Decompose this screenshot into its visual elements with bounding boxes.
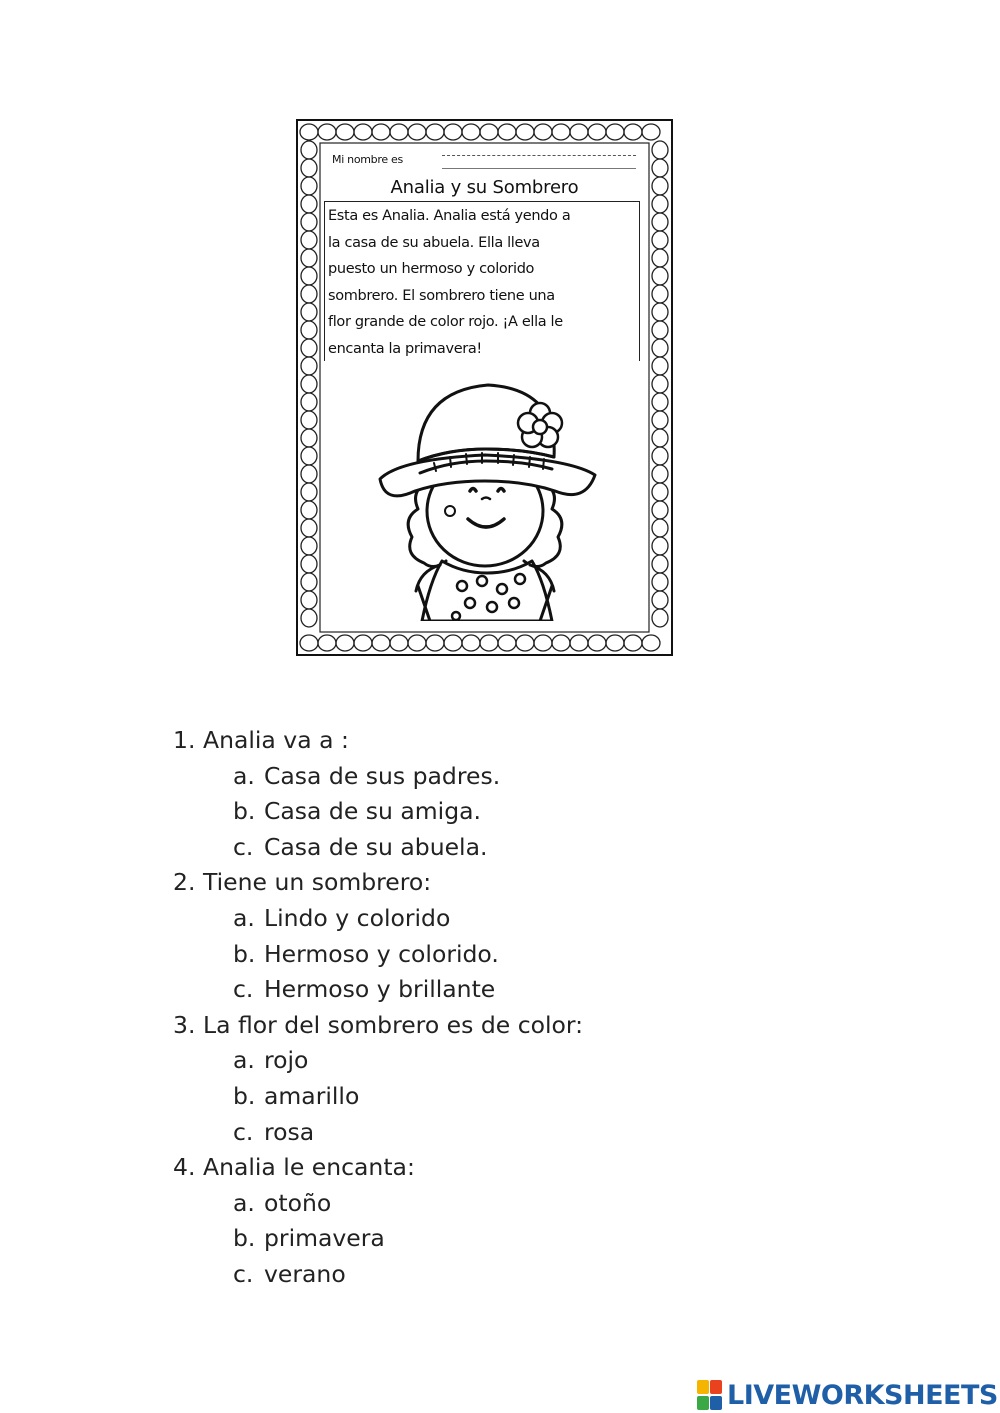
border-scallop — [534, 635, 552, 651]
border-scallop — [354, 124, 372, 140]
border-scallop — [480, 635, 498, 651]
border-scallop — [642, 635, 660, 651]
option-4c[interactable] — [173, 1257, 583, 1293]
border-scallop — [652, 519, 668, 537]
border-scallop — [301, 609, 317, 627]
border-scallop — [301, 465, 317, 483]
border-scallop — [588, 124, 606, 140]
option-text: Hermoso y colorido. — [264, 939, 499, 968]
logo-block — [710, 1396, 722, 1410]
questions-list — [173, 723, 583, 1293]
border-scallop — [301, 321, 317, 339]
border-scallop — [552, 635, 570, 651]
question-3 — [173, 1008, 583, 1044]
border-scallop — [301, 141, 317, 159]
option-text: Lindo y colorido — [264, 903, 451, 932]
border-scallop — [588, 635, 606, 651]
border-scallop — [301, 339, 317, 357]
border-scallop — [516, 124, 534, 140]
border-scallop — [426, 124, 444, 140]
option-text: amarillo — [264, 1081, 360, 1110]
option-text: otoño — [264, 1188, 332, 1217]
border-scallop — [652, 573, 668, 591]
border-scallop — [301, 357, 317, 375]
border-scallop — [652, 213, 668, 231]
border-scallop — [301, 501, 317, 519]
border-scallop — [606, 124, 624, 140]
border-scallop — [652, 339, 668, 357]
option-letter: a. — [233, 903, 255, 932]
option-letter: c. — [233, 975, 254, 1004]
border-scallop — [652, 429, 668, 447]
option-letter: c. — [233, 1117, 254, 1146]
border-scallop — [444, 635, 462, 651]
name-write-line[interactable] — [442, 155, 636, 169]
option-2c[interactable] — [173, 972, 583, 1008]
border-scallop — [652, 285, 668, 303]
option-1c[interactable] — [173, 830, 583, 866]
option-text: verano — [264, 1259, 346, 1288]
border-scallop — [301, 267, 317, 285]
border-scallop — [652, 447, 668, 465]
border-scallop — [408, 124, 426, 140]
question-number: 4. — [173, 1153, 196, 1182]
option-letter: b. — [233, 939, 256, 968]
option-1b[interactable] — [173, 794, 583, 830]
border-scallop — [652, 249, 668, 267]
border-scallop — [570, 635, 588, 651]
question-number: 1. — [173, 726, 196, 754]
border-scallop — [390, 124, 408, 140]
border-scallop — [301, 591, 317, 609]
question-text: Analia va a : — [203, 726, 349, 754]
border-scallop — [624, 124, 642, 140]
option-4b[interactable] — [173, 1221, 583, 1257]
border-scallop — [652, 501, 668, 519]
story-line: Esta es Analia. Analia está yendo a — [328, 208, 571, 224]
border-scallop — [408, 635, 426, 651]
border-scallop — [318, 635, 336, 651]
border-scallop — [652, 141, 668, 159]
border-scallop — [301, 537, 317, 555]
border-scallop — [301, 447, 317, 465]
question-text: Tiene un sombrero: — [203, 868, 432, 897]
border-scallop — [652, 609, 668, 627]
border-scallop — [652, 393, 668, 411]
liveworksheets-logo-icon — [697, 1380, 723, 1410]
story-line: sombrero. El sombrero tiene una — [328, 287, 555, 304]
border-scallop — [301, 573, 317, 591]
question-number: 3. — [173, 1010, 196, 1039]
border-scallop — [652, 411, 668, 429]
border-scallop — [652, 303, 668, 321]
border-scallop — [480, 124, 498, 140]
story-line: la casa de su abuela. Ella lleva — [328, 234, 540, 251]
option-text: Casa de su abuela. — [264, 832, 488, 861]
logo-block — [697, 1380, 709, 1394]
story-text — [328, 203, 640, 362]
girl-with-hat-illustration — [370, 371, 610, 621]
watermark-text: LIVEWORKSHEETS — [727, 1379, 998, 1411]
option-letter: c. — [233, 1259, 254, 1288]
border-scallop — [301, 519, 317, 537]
border-scallop — [498, 635, 516, 651]
border-scallop — [426, 635, 444, 651]
border-scallop — [652, 357, 668, 375]
logo-block — [710, 1380, 722, 1394]
option-3c[interactable] — [173, 1115, 583, 1151]
border-scallop — [301, 303, 317, 321]
border-scallop — [301, 555, 317, 573]
border-scallop — [301, 411, 317, 429]
border-scallop — [336, 635, 354, 651]
border-scallop — [462, 124, 480, 140]
border-scallop — [652, 483, 668, 501]
border-scallop — [301, 231, 317, 249]
border-scallop — [301, 249, 317, 267]
option-letter: b. — [233, 1224, 256, 1253]
border-scallop — [301, 429, 317, 447]
option-2b[interactable] — [173, 937, 583, 973]
option-letter: c. — [233, 832, 254, 861]
border-scallop — [652, 555, 668, 573]
story-line: puesto un hermoso y colorido — [328, 261, 535, 277]
option-text: Casa de su amiga. — [264, 797, 481, 826]
option-4a[interactable] — [173, 1186, 583, 1222]
border-scallop — [462, 635, 480, 651]
border-scallop — [534, 124, 552, 140]
option-letter: a. — [233, 1188, 255, 1217]
option-1a[interactable] — [173, 759, 583, 795]
name-label: Mi nombre es — [332, 153, 403, 166]
border-scallop — [318, 124, 336, 140]
border-scallop — [390, 635, 408, 651]
border-scallop — [444, 124, 462, 140]
question-number: 2. — [173, 868, 196, 897]
border-scallop — [652, 465, 668, 483]
question-1 — [173, 723, 583, 759]
border-scallop — [652, 375, 668, 393]
border-scallop — [516, 635, 534, 651]
story-line: encanta la primavera! — [328, 340, 482, 357]
question-2 — [173, 865, 583, 901]
border-scallop — [606, 635, 624, 651]
border-scallop — [652, 591, 668, 609]
border-scallop — [652, 231, 668, 249]
border-scallop — [301, 483, 317, 501]
border-scallop — [498, 124, 516, 140]
option-text: rojo — [264, 1046, 309, 1075]
border-scallop — [570, 124, 588, 140]
border-scallop — [652, 267, 668, 285]
liveworksheets-watermark — [697, 1378, 998, 1412]
border-scallop — [642, 124, 660, 140]
question-text: La flor del sombrero es de color: — [203, 1010, 584, 1039]
option-3a[interactable] — [173, 1043, 583, 1079]
option-3b[interactable] — [173, 1079, 583, 1115]
border-scallop — [552, 124, 570, 140]
border-scallop — [652, 537, 668, 555]
border-scallop — [354, 635, 372, 651]
border-scallop — [372, 124, 390, 140]
border-scallop — [300, 635, 318, 651]
border-scallop — [301, 375, 317, 393]
story-title: Analia y su Sombrero — [390, 177, 579, 198]
option-text: Hermoso y brillante — [264, 975, 496, 1004]
question-text: Analia le encanta: — [203, 1153, 415, 1182]
border-scallop — [301, 285, 317, 303]
story-line: flor grande de color rojo. ¡A ella le — [328, 314, 563, 330]
option-text: primavera — [264, 1224, 385, 1253]
border-scallop — [624, 635, 642, 651]
reading-card — [296, 119, 673, 656]
option-letter: a. — [233, 761, 255, 790]
border-scallop — [372, 635, 390, 651]
border-scallop — [652, 159, 668, 177]
option-letter: b. — [233, 797, 256, 826]
option-letter: b. — [233, 1081, 256, 1110]
border-scallop — [301, 393, 317, 411]
option-text: rosa — [264, 1117, 315, 1146]
question-4 — [173, 1150, 583, 1186]
option-2a[interactable] — [173, 901, 583, 937]
border-scallop — [652, 321, 668, 339]
border-scallop — [301, 159, 317, 177]
border-scallop — [336, 124, 354, 140]
option-letter: a. — [233, 1046, 255, 1075]
option-text: Casa de sus padres. — [264, 761, 501, 790]
logo-block — [697, 1396, 709, 1410]
border-scallop — [300, 124, 318, 140]
border-scallop — [301, 213, 317, 231]
